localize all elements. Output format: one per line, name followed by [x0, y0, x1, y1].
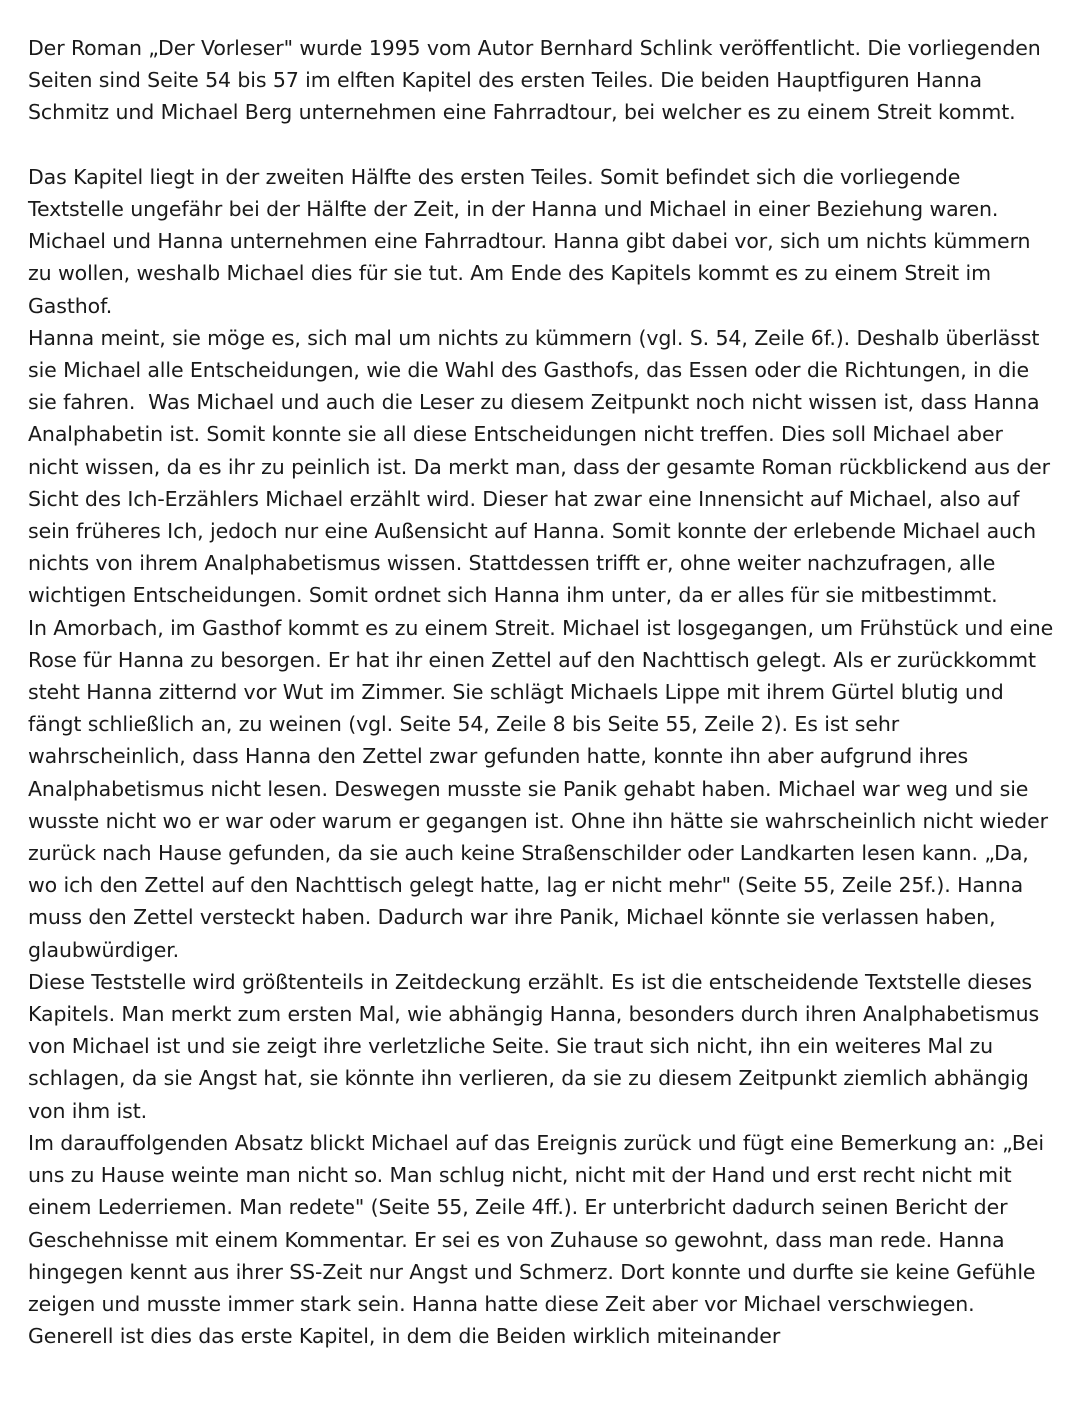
paragraph-analysis-quarrel: In Amorbach, im Gasthof kommt es zu einem Streit. Michael ist losgegangen, um Frühstück und eine Rose für Hanna zu besorgen. Er hat ihr einen Zettel auf den Nachttisch gelegt. Als er zurückkommt steht Hanna zitternd vor Wut im Zimmer. Sie schlägt Michaels Lippe mit ihrem Gürtel blutig und fängt schließlich an, zu weinen (vgl. Seite 54, Zeile 8 bis Seite 55, Zeile 2). Es ist sehr wahrscheinlich, dass Hanna den Zettel zwar gefunden hatte, konnte ihn aber aufgrund ihres Analphabetismus nicht lesen. Deswegen musste sie Panik gehabt haben. Michael war weg und sie wusste nicht wo er war oder warum er gegangen ist. Ohne ihn hätte sie wahrscheinlich nicht wieder zurück nach Hause gefunden, da sie auch keine Straßenschilder oder Landkarten lesen kann. „Da, wo ich den Zettel auf den Nachttisch gelegt hatte, lag er nicht mehr" (Seite 55, Zeile 25f.). Hanna muss den Zettel versteckt haben. Dadurch war ihre Panik, Michael könnte sie verlassen haben, glaubwürdiger.: [28, 615, 1060, 962]
paragraph-gap: [28, 129, 1058, 161]
document-page: [28, 32, 1058, 1352]
paragraph-intro: Der Roman „Der Vorleser" wurde 1995 vom Autor Bernhard Schlink veröffentlicht. Die vorliegenden Seiten sind Seite 54 bis 57 im elften Kapitel des ersten Teiles. Die beiden Hauptfiguren Hanna Schmitz und Michael Berg unternehmen eine Fahrradtour, bei welcher es zu einem Streit kommt.: [28, 36, 1048, 125]
paragraph-analysis-decisions: Hanna meint, sie möge es, sich mal um nichts zu kümmern (vgl. S. 54, Zeile 6f.). Deshalb überlässt sie Michael alle Entscheidungen, wie die Wahl des Gasthofs, das Essen oder die Richtungen, in die sie fahren. Was Michael und auch die Leser zu diesem Zeitpunkt noch nicht wissen ist, dass Hanna Analphabetin ist. Somit konnte sie all diese Entscheidungen nicht treffen. Dies soll Michael aber nicht wissen, da es ihr zu peinlich ist. Da merkt man, dass der gesamte Roman rückblickend aus der Sicht des Ich-Erzählers Michael erzählt wird. Dieser hat zwar eine Innensicht auf Michael, also auf sein früheres Ich, jedoch nur eine Außensicht auf Hanna. Somit konnte der erlebende Michael auch nichts von ihrem Analphabetismus wissen. Stattdessen trifft er, ohne weiter nachzufragen, alle wichtigen Entscheidungen. Somit ordnet sich Hanna ihm unter, da er alles für sie mitbestimmt.: [28, 325, 1057, 608]
paragraph-context: Das Kapitel liegt in der zweiten Hälfte des ersten Teiles. Somit befindet sich die vorliegende Textstelle ungefähr bei der Hälfte der Zeit, in der Hanna und Michael in einer Beziehung waren. Michael und Hanna unternehmen eine Fahrradtour. Hanna gibt dabei vor, sich um nichts kümmern zu wollen, weshalb Michael dies für sie tut. Am Ende des Kapitels kommt es zu einem Streit im Gasthof.: [28, 164, 1037, 318]
paragraph-analysis-narration: Diese Teststelle wird größtenteils in Zeitdeckung erzählt. Es ist die entscheidende Textstelle dieses Kapitels. Man merkt zum ersten Mal, wie abhängig Hanna, besonders durch ihren Analphabetismus von Michael ist und sie zeigt ihre verletzliche Seite. Sie traut sich nicht, ihn ein weiteres Mal zu schlagen, da sie Angst hat, sie könnte ihn verlieren, da sie zu diesem Zeitpunkt ziemlich abhängig von ihm ist.: [28, 969, 1046, 1123]
paragraph-analysis-comment: Im darauffolgenden Absatz blickt Michael auf das Ereignis zurück und fügt eine Bemerkung an: „Bei uns zu Hause weinte man nicht so. Man schlug nicht, nicht mit der Hand und erst recht nicht mit einem Lederriemen. Man redete" (Seite 55, Zeile 4ff.). Er unterbricht dadurch seinen Bericht der Geschehnisse mit einem Kommentar. Er sei es von Zuhause so gewohnt, dass man rede. Hanna hingegen kennt aus ihrer SS-Zeit nur Angst und Schmerz. Dort konnte und durfte sie keine Gefühle zeigen und musste immer stark sein. Hanna hatte diese Zeit aber vor Michael verschwiegen. Generell ist dies das erste Kapitel, in dem die Beiden wirklich miteinander: [28, 1130, 1051, 1349]
